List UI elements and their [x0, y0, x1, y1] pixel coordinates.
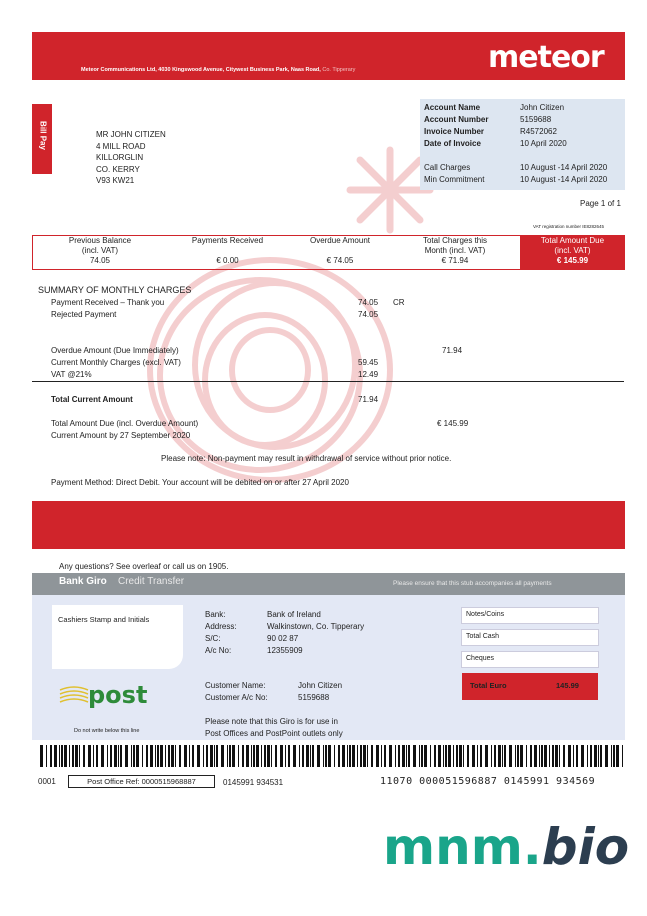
bill-pay-label: Bill Pay: [38, 121, 48, 150]
customer-name-label: Customer Name:: [205, 681, 266, 690]
current-charges-label: Current Monthly Charges (excl. VAT): [51, 358, 181, 367]
sort-code-value: 90 02 87: [267, 634, 299, 643]
total-due-label: Total Amount Due (incl. Overdue Amount): [51, 419, 199, 428]
overdue-amount: Overdue Amount € 74.05: [309, 236, 371, 265]
vat-registration: VAT registration number IE8282645: [533, 224, 605, 229]
total-due-value: € 145.99: [437, 419, 469, 428]
customer-name-value: John Citizen: [298, 681, 343, 690]
questions-text: Any questions? See overleaf or call us on 1905.: [59, 562, 229, 571]
customer-address: MR JOHN CITIZEN 4 MILL ROAD KILLORGLIN CO. KERRY V93 KW21: [96, 130, 166, 185]
bottom-code: 0001: [38, 777, 56, 786]
mnm-bio-logo: mnm.bio: [383, 818, 630, 876]
credit-marker: CR: [393, 298, 405, 307]
account-no-label: A/c No:: [205, 646, 232, 655]
bottom-refs: 0145991 934531: [223, 778, 284, 787]
bank-label: Bank:: [205, 610, 226, 619]
payment-received-label: Payment Received – Thank you: [51, 298, 165, 307]
giro-note-2: Post Offices and PostPoint outlets only: [205, 729, 343, 738]
account-info-box: Account Name John Citizen Account Number 5159688 Invoice Number R4572062 Date of Invoice 10 April 2020 Call Charges 10 August -14 April 2020 Min Commitment 10 August -14 April 2020: [420, 99, 625, 190]
account-no-value: 12355909: [267, 646, 303, 655]
bank-address-value: Walkinstown, Co. Tipperary: [267, 622, 365, 631]
total-current-value: 71.94: [358, 395, 379, 404]
meteor-logo: meteor: [488, 40, 604, 75]
red-band: [32, 501, 625, 549]
total-euro-box: Total Euro 145.99: [462, 673, 598, 700]
customer-ac-label: Customer A/c No:: [205, 693, 268, 702]
cheques-field[interactable]: Cheques: [461, 651, 599, 668]
post-logo: post: [88, 681, 148, 709]
rejected-payment-label: Rejected Payment: [51, 310, 117, 319]
divider: [32, 381, 624, 382]
total-amount-due: Total Amount Due (incl. VAT) € 145.99: [540, 236, 605, 265]
notes-coins-field[interactable]: Notes/Coins: [461, 607, 599, 624]
current-charges-value: 59.45: [358, 358, 379, 367]
meteor-watermark: [120, 140, 440, 500]
sort-code-label: S/C:: [205, 634, 221, 643]
current-by-label: Current Amount by 27 September 2020: [51, 431, 191, 440]
monthly-charges-title: SUMMARY OF MONTHLY CHARGES: [38, 285, 192, 295]
payments-received: Payments Received € 0.00: [191, 236, 264, 265]
payment-method: Payment Method: Direct Debit. Your account will be debited on or after 27 April 2020: [51, 478, 349, 487]
total-current-label: Total Current Amount: [51, 395, 133, 404]
barcode: [40, 745, 630, 767]
payment-received-value: 74.05: [358, 298, 379, 307]
vat-label: VAT @21%: [51, 370, 92, 379]
overdue-label: Overdue Amount (Due Immediately): [51, 346, 179, 355]
post-swoosh-icon: [58, 684, 90, 708]
bank-address-label: Address:: [205, 622, 237, 631]
post-office-ref: Post Office Ref: 0000515968887: [68, 775, 215, 788]
vat-value: 12.49: [358, 370, 379, 379]
ocr-line: 11070 000051596887 0145991 934569: [380, 776, 596, 787]
overdue-value: 71.94: [442, 346, 463, 355]
bank-value: Bank of Ireland: [267, 610, 321, 619]
non-payment-notice: Please note: Non-payment may result in withdrawal of service without prior notice.: [161, 454, 452, 463]
giro-subtitle: Credit Transfer: [118, 576, 185, 587]
cashiers-stamp-box: Cashiers Stamp and Initials: [52, 605, 183, 669]
giro-note-1: Please note that this Giro is for use in: [205, 717, 338, 726]
customer-ac-value: 5159688: [298, 693, 330, 702]
rejected-payment-value: 74.05: [358, 310, 379, 319]
giro-header: [32, 573, 625, 595]
company-address: Meteor Communications Ltd, 4030 Kingswood Avenue, Citywest Business Park, Naas Road, Co. Tipperary: [81, 67, 356, 73]
previous-balance: Previous Balance (incl. VAT) 74.05: [68, 236, 132, 265]
giro-title: Bank Giro: [59, 576, 107, 587]
total-charges: Total Charges this Month (incl. VAT) € 71.94: [422, 236, 488, 265]
do-not-write-note: Do not write below this line: [74, 728, 140, 734]
total-cash-field[interactable]: Total Cash: [461, 629, 599, 646]
stub-note: Please ensure that this stub accompanies all payments: [393, 580, 552, 587]
page-count: Page 1 of 1: [580, 199, 621, 208]
